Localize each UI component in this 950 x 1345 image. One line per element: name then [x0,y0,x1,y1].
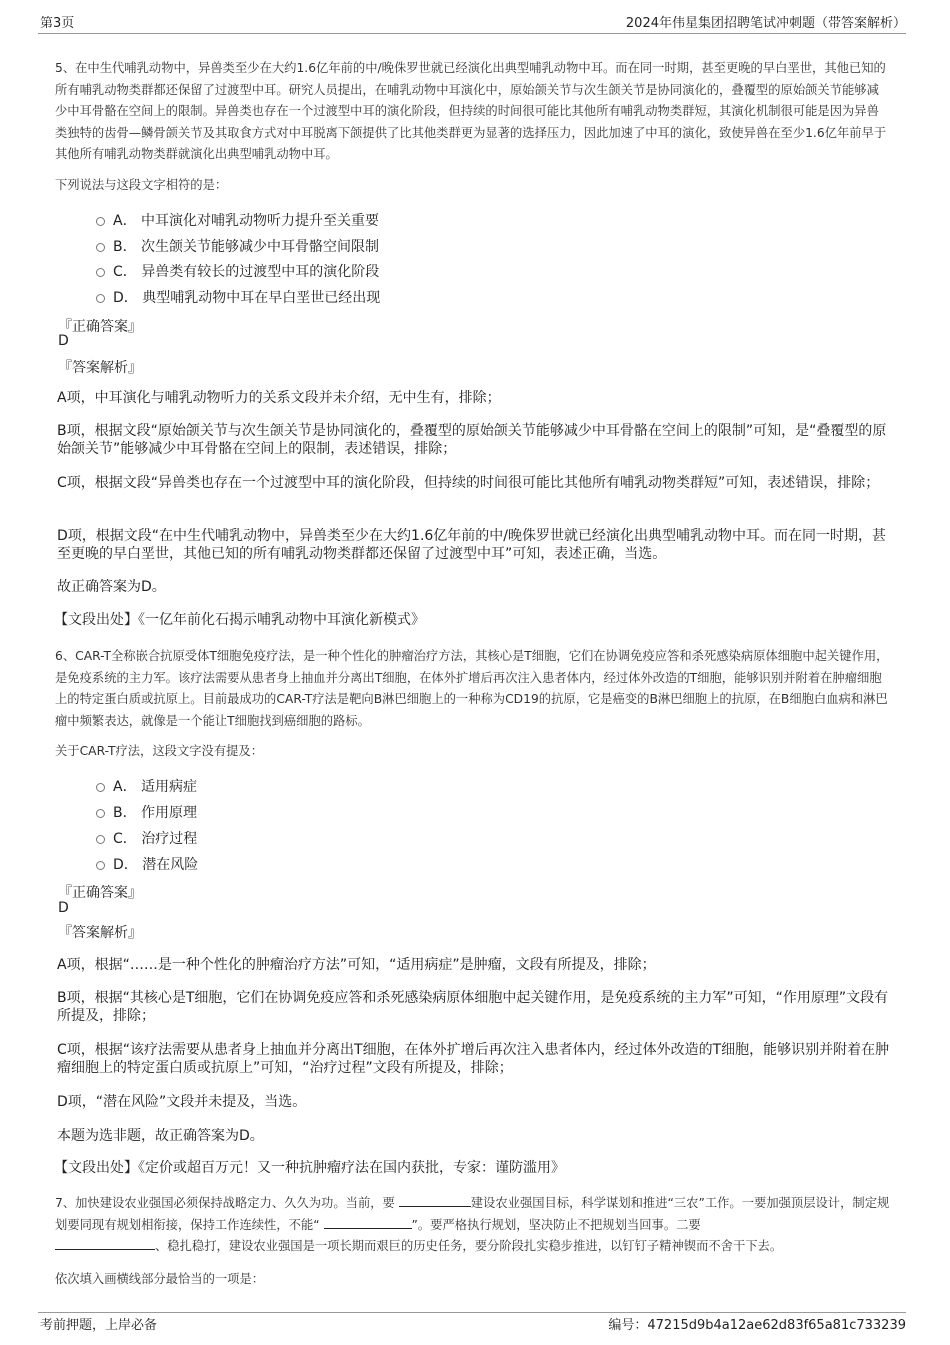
q6-option-a[interactable] [96,776,197,796]
radio-icon[interactable] [96,783,105,792]
fill-blank-3[interactable] [55,1237,155,1250]
option-label: B． 作用原理 [113,805,198,821]
option-label: A． 中耳演化对哺乳动物听力提升至关重要 [113,213,380,229]
radio-icon[interactable] [96,809,105,818]
q6-option-b[interactable] [96,802,197,822]
q5-answer: D [58,333,69,349]
radio-icon[interactable] [96,835,105,844]
radio-icon[interactable] [96,217,105,226]
q6-analysis-a: A项，根据“……是一种个性化的肿瘤治疗方法”可知，“适用病症”是肿瘤，文段有所提及，排除； [57,957,656,973]
q5-option-b[interactable] [96,236,379,256]
q5-analysis-d: D项，根据文段“在中生代哺乳动物中，异兽类至少在大约1.6亿年前的中/晚侏罗世就已经演化出典型哺乳动物中耳。而在同一时期，甚至更晚的早白垩世，其他已知的所有哺乳动物类群都还保留了过渡型中耳”可知，表述正确，当选。 [57,528,887,562]
question-6-prompt: 关于CAR-T疗法，这段文字没有提及： [55,744,264,758]
document-title: 2024年伟星集团招聘笔试冲刺题（带答案解析） [625,16,906,31]
q5-analysis-label: 『答案解析』 [58,360,142,376]
q5-analysis-c: C项，根据文段“异兽类也存在一个过渡型中耳的演化阶段，但持续的时间很可能比其他所有哺乳动物类群短”可知，表述错误，排除； [57,475,880,491]
q5-option-a[interactable] [96,210,379,230]
radio-icon[interactable] [96,294,105,303]
q6-source: 【文段出处】《定价或超百万元！又一种抗肿瘤疗法在国内获批，专家：谨防滥用》 [54,1160,565,1176]
footer-divider [38,1312,906,1313]
question-7-stem [55,1193,890,1258]
stem-text: 、稳扎稳打，建设农业强国是一项长期而艰巨的历史任务，要分阶段扎实稳步推进，以钉钉子精神锲而不舍干下去。 [155,1239,783,1254]
radio-icon[interactable] [96,243,105,252]
fill-blank-1[interactable] [399,1194,471,1207]
option-label: A． 适用病症 [113,779,198,795]
question-5-stem: 5、在中生代哺乳动物中，异兽类至少在大约1.6亿年前的中/晚侏罗世就已经演化出典型哺乳动物中耳。而在同一时期，甚至更晚的早白垩世，其他已知的所有哺乳动物类群都还保留了过渡型中耳。研究人员提出，在哺乳动物中耳演化中，原始颌关节与次生颌关节是协同演化的，叠覆型的原始颌关节能够减少中耳骨骼在空间上的限制。异兽类也存在一个过渡型中耳的演化阶段，但持续的时间很可能比其他所有哺乳动物类群短，其演化机制很可能是因为异兽类独特的齿骨—鳞骨颌关节及其取食方式对中耳脱离下颌提供了比其他类群更为显著的选择压力，因此加速了中耳的演化，致使异兽在至少1.6亿年前早于其他所有哺乳动物类群就演化出典型哺乳动物中耳。 [55,61,887,162]
q6-answer: D [58,900,69,916]
q6-option-d[interactable] [96,854,198,874]
q5-conclusion: 故正确答案为D。 [57,579,166,595]
q5-option-d[interactable] [96,287,380,307]
stem-text: 建设农业强国目标，科学谋划和推进“三农”工作。一要加强顶层设计，制定规划要同现有规划相衔接，保持工作连续性，不能“ [55,1196,890,1232]
page-number: 第3页 [40,16,75,31]
option-label: D． 潜在风险 [113,857,199,873]
header-divider [38,33,906,34]
q5-source: 【文段出处】《一亿年前化石揭示哺乳动物中耳演化新模式》 [54,612,425,628]
q6-analysis-c: C项，根据“该疗法需要从患者身上抽血并分离出T细胞，在体外扩增后再次注入患者体内，经过体外改造的T细胞，能够识别并附着在肿瘤细胞上的特定蛋白质或抗原上”可知，“治疗过程”文段有所提及，排除； [57,1042,890,1076]
document-id: 编号：47215d9b4a12ae62d83f65a81c733239 [608,1318,906,1333]
footer-slogan: 考前押题，上岸必备 [40,1318,158,1333]
option-label: D． 典型哺乳动物中耳在早白垩世已经出现 [113,290,381,306]
radio-icon[interactable] [96,861,105,870]
option-label: B． 次生颌关节能够减少中耳骨骼空间限制 [113,239,380,255]
stem-text: 7、加快建设农业强国必须保持战略定力、久久为功。当前，要 [55,1196,399,1210]
q5-analysis-b: B项，根据文段“原始颌关节与次生颌关节是协同演化的，叠覆型的原始颌关节能够减少中耳骨骼在空间上的限制”可知，是“叠覆型的原始颌关节”能够减少中耳骨骼在空间上的限制，表述错误，排除； [57,423,887,457]
stem-text: ”。要严格执行规划，坚决防止不把规划当回事。二要 [411,1217,701,1232]
q5-analysis-a: A项，中耳演化与哺乳动物听力的关系文段并未介绍，无中生有，排除； [57,390,501,406]
question-5-prompt: 下列说法与这段文字相符的是： [55,178,228,192]
q6-answer-label: 『正确答案』 [58,885,142,901]
q6-option-c[interactable] [96,828,197,848]
q6-conclusion: 本题为选非题，故正确答案为D。 [57,1128,264,1144]
question-6-stem: 6、CAR-T全称嵌合抗原受体T细胞免疫疗法，是一种个性化的肿瘤治疗方法，其核心是T细胞，它们在协调免疫应答和杀死感染病原体细胞中起关键作用，是免疫系统的主力军。该疗法需要从患者身上抽血并分离出T细胞，在体外扩增后再次注入患者体内，经过体外改造的T细胞，能够识别并附着在肿瘤细胞上的特定蛋白质或抗原上。目前最成功的CAR-T疗法是靶向B淋巴细胞上的一种称为CD19的抗原，它是癌变的B淋巴细胞上的抗原，在B细胞白血病和淋巴瘤中频繁表达，就像是一个能让T细胞找到癌细胞的路标。 [55,649,889,728]
q6-analysis-b: B项，根据“其核心是T细胞，它们在协调免疫应答和杀死感染病原体细胞中起关键作用，是免疫系统的主力军”可知，“作用原理”文段有所提及，排除； [57,990,889,1024]
option-label: C． 异兽类有较长的过渡型中耳的演化阶段 [113,264,380,280]
q5-answer-label: 『正确答案』 [58,319,142,335]
q6-analysis-label: 『答案解析』 [58,925,142,941]
q6-analysis-d: D项，“潜在风险”文段并未提及，当选。 [57,1094,307,1110]
q5-option-c[interactable] [96,261,379,281]
question-7-prompt: 依次填入画横线部分最恰当的一项是： [55,1272,265,1286]
fill-blank-2[interactable] [324,1216,412,1229]
radio-icon[interactable] [96,268,105,277]
option-label: C． 治疗过程 [113,831,198,847]
